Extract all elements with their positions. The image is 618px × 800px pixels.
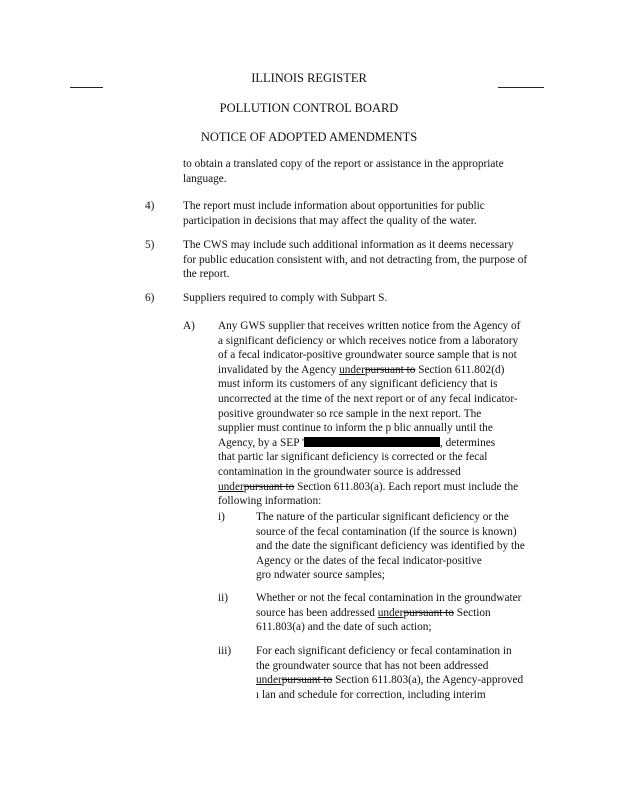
item-iii-number: iii) (218, 645, 232, 657)
text-line: Whether or not the fecal contamination in the groundwater (256, 592, 522, 604)
text-segment: invalidated by the Agency (218, 363, 340, 376)
text-segment: Section 611.803(a), the Agency-approved (332, 674, 524, 687)
item-i-number: i) (218, 511, 225, 523)
header-rule-left (70, 87, 103, 88)
text-line: of a fecal indicator-positive groundwater source sample that is not (218, 349, 517, 362)
text-line: 611.803(a) and the date of such action; (256, 621, 432, 634)
text-line: the groundwater source that has not been addressed (256, 659, 489, 672)
deleted-text: pursuant to (243, 480, 295, 493)
item-i-paragraph (256, 510, 525, 583)
deleted-text: pursuant to (364, 363, 416, 376)
text-segment: Section 611.802(d) (415, 363, 505, 376)
deleted-text: pursuant to (281, 674, 333, 687)
item-6-paragraph (183, 291, 387, 306)
text-line: following information: (218, 495, 322, 508)
text-line: supplier must continue to inform the p blic annually until the (218, 422, 493, 435)
text-line: participation in decisions that may affect the quality of the water. (183, 214, 477, 227)
register-title: ILLINOIS REGISTER (251, 71, 367, 85)
text-line: positive groundwater so rce sample in the next report. The (218, 407, 482, 420)
item-5-number: 5) (145, 239, 155, 251)
text-line: the report. (183, 268, 230, 281)
item-4-paragraph (183, 199, 485, 228)
item-5-paragraph (183, 238, 527, 282)
inserted-text: under (218, 480, 244, 493)
text-line (256, 606, 521, 621)
inserted-text: under (377, 606, 404, 619)
text-line: must inform its customers of any significant deficiency that is (218, 378, 498, 391)
item-6-number: 6) (145, 292, 155, 304)
text-line: gro ndwater source samples; (256, 569, 385, 582)
text-line (218, 480, 520, 495)
text-line: Suppliers required to comply with Subpart S. (183, 292, 388, 304)
notice-title: NOTICE OF ADOPTED AMENDMENTS (200, 130, 418, 144)
text-line: contamination in the groundwater source is addressed (218, 465, 461, 478)
text-line: source of the fecal contamination (if the source is known) (256, 525, 517, 538)
inserted-text: under (256, 674, 282, 687)
text-line: The report must include information about opportunities for public (183, 200, 485, 212)
header-rule-right (498, 87, 544, 88)
text-segment: Agency, by a SEP ' (218, 436, 304, 449)
text-line: for public education consistent with, and not detracting from, the purpose of (183, 253, 528, 266)
text-line: Agency or the dates of the fecal indicator-positive (256, 554, 482, 567)
intro-paragraph (183, 157, 504, 186)
item-ii-number: ii) (218, 592, 229, 604)
text-line: uncorrected at the time of the next report or of any fecal indicator- (218, 392, 518, 405)
text-segment: Section (453, 606, 491, 619)
item-ii-paragraph (256, 591, 521, 635)
text-line: to obtain a translated copy of the report or assistance in the appropriate (183, 158, 504, 170)
text-line: and the date the significant deficiency was identified by the (256, 540, 525, 553)
item-iii-paragraph (256, 644, 523, 702)
text-line: ı lan and schedule for correction, including interim (256, 688, 486, 701)
board-title: POLLUTION CONTROL BOARD (219, 101, 399, 115)
text-line: The nature of the particular significant deficiency or the (256, 511, 509, 523)
text-line: For each significant deficiency or fecal contamination in (256, 645, 512, 657)
text-segment: source has been addressed (256, 606, 378, 619)
item-4-number: 4) (145, 200, 155, 212)
text-segment: , determines (439, 436, 496, 449)
redaction-bar (304, 437, 440, 447)
text-line: that partic lar significant deficiency is corrected or the fecal (218, 451, 488, 464)
text-line: a significant deficiency or which receives notice from a laboratory (218, 334, 519, 347)
text-line (218, 363, 520, 378)
text-segment: Section 611.803(a). Each report must include the (294, 480, 519, 493)
item-a-paragraph (218, 319, 520, 509)
deleted-text: pursuant to (403, 606, 454, 619)
text-line: Any GWS supplier that receives written notice from the Agency of (218, 320, 521, 332)
text-line: language. (183, 172, 227, 185)
inserted-text: under (339, 363, 365, 376)
text-line (218, 436, 520, 451)
text-line (256, 673, 523, 688)
item-a-number: A) (183, 320, 195, 332)
text-line: The CWS may include such additional information as it deems necessary (183, 239, 514, 251)
